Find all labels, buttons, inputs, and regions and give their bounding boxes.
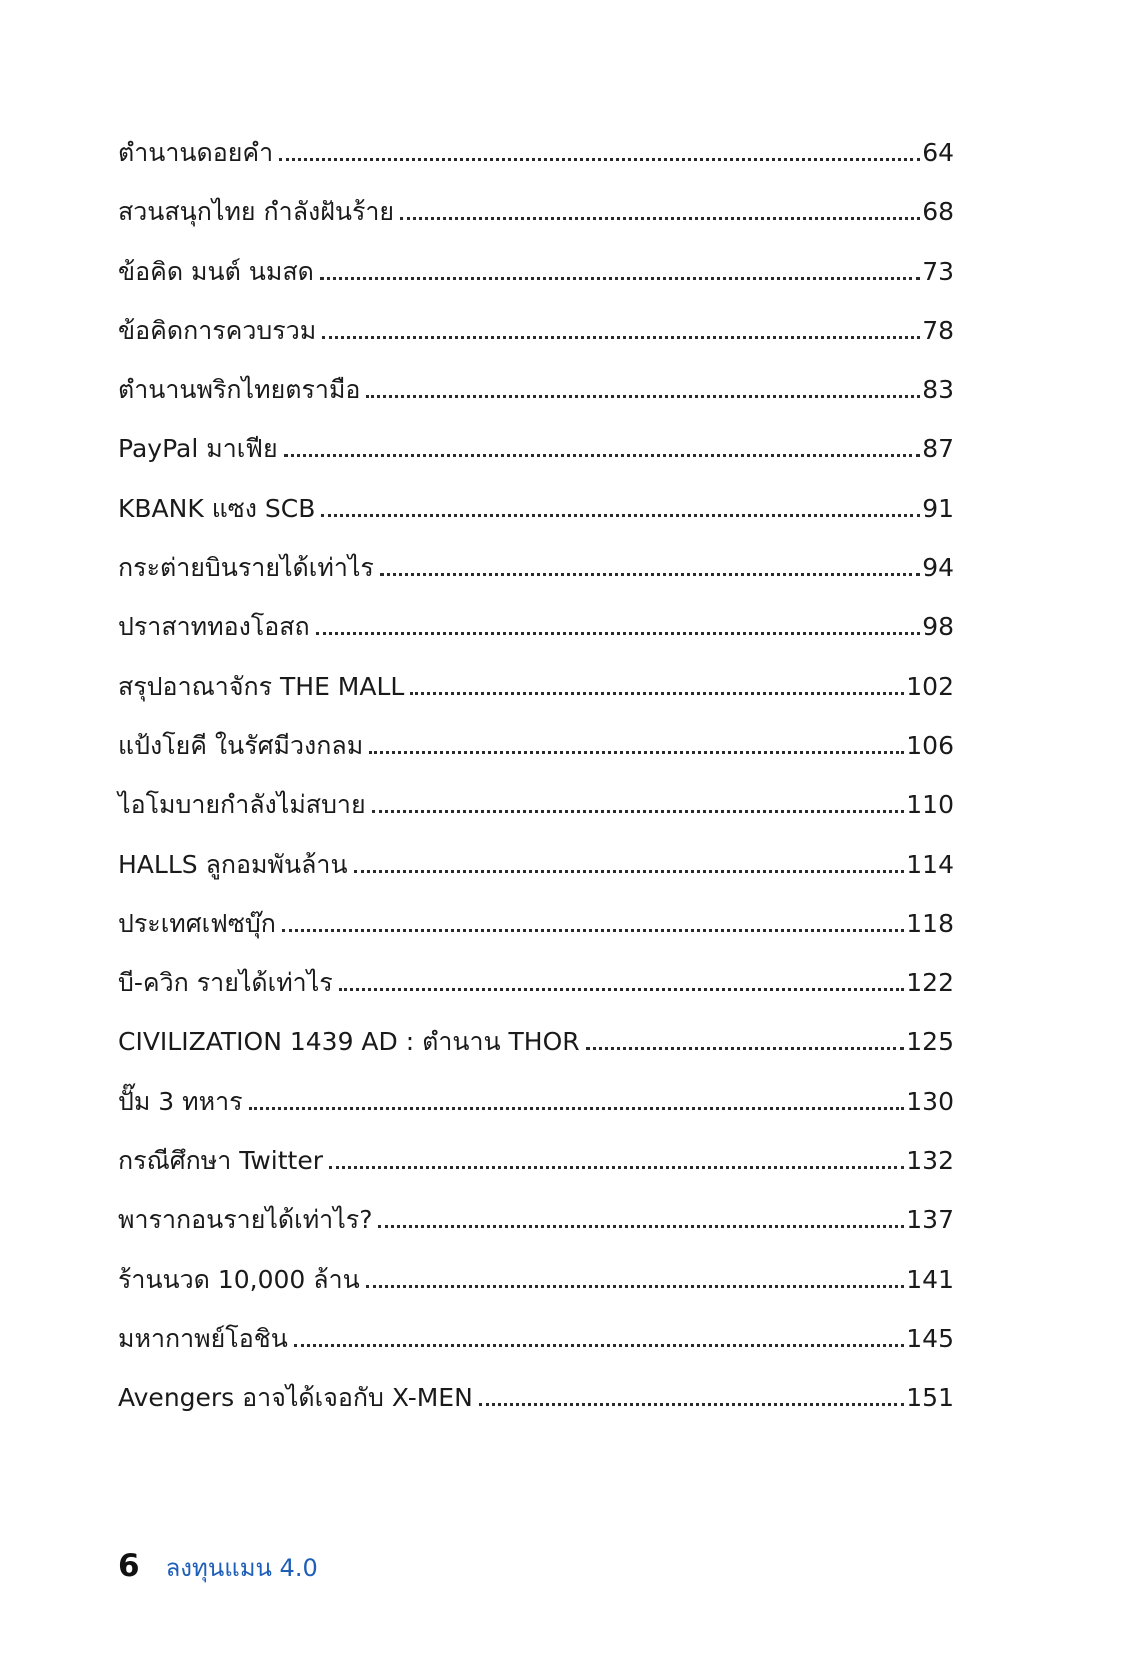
toc-entry-title: สรุปอาณาจักร THE MALL	[118, 671, 405, 701]
toc-entry-title: PayPal มาเฟีย	[118, 434, 278, 464]
dot-leader	[321, 514, 920, 517]
toc-entry-title: ร้านนวด 10,000 ล้าน	[118, 1264, 360, 1294]
toc-entry-title: ตำนานดอยคำ	[118, 138, 274, 167]
toc-entry[interactable]	[118, 1029, 954, 1088]
toc-entry-page-number: 137	[906, 1205, 954, 1235]
dot-leader	[378, 1225, 904, 1228]
toc-entry-title: สวนสนุกไทย กำลังฝันร้าย	[118, 197, 395, 227]
toc-entry[interactable]	[118, 1323, 954, 1385]
toc-entry[interactable]	[118, 1385, 954, 1444]
dot-leader	[294, 1344, 904, 1347]
toc-entry-title: บี-ควิก รายได้เท่าไร	[118, 968, 333, 998]
toc-entry-page-number: 64	[922, 138, 954, 167]
toc-entry[interactable]	[118, 970, 954, 1029]
toc-entry-page-number: 78	[922, 315, 954, 345]
toc-entry[interactable]	[118, 614, 954, 673]
toc-entry-title: พารากอนรายได้เท่าไร?	[118, 1205, 373, 1235]
table-of-contents	[118, 140, 954, 1445]
toc-entry[interactable]	[118, 493, 954, 555]
toc-entry-page-number: 73	[922, 256, 954, 286]
toc-entry-page-number: 151	[906, 1383, 954, 1413]
dot-leader	[316, 632, 921, 635]
toc-entry-title: ข้อคิดการควบรวม	[118, 315, 317, 345]
toc-entry-page-number: 132	[906, 1146, 954, 1176]
toc-entry-page-number: 83	[922, 375, 954, 405]
dot-leader	[479, 1403, 904, 1406]
dot-leader	[369, 751, 904, 754]
toc-entry-page-number: 110	[906, 790, 954, 820]
toc-entry[interactable]	[118, 140, 954, 199]
dot-leader	[279, 158, 920, 161]
toc-entry-page-number: 130	[906, 1086, 954, 1116]
toc-entry-title: ประเทศเฟซบุ๊ก	[118, 908, 276, 938]
dot-leader	[322, 336, 920, 339]
footer-book-title: ลงทุนแมน 4.0	[165, 1554, 318, 1582]
toc-entry[interactable]	[118, 908, 954, 970]
toc-entry-title: KBANK แซง SCB	[118, 493, 316, 523]
toc-entry-page-number: 87	[922, 434, 954, 464]
toc-entry-page-number: 91	[922, 493, 954, 523]
dot-leader	[410, 692, 904, 695]
toc-entry[interactable]	[118, 377, 954, 436]
toc-entry[interactable]	[118, 315, 954, 377]
dot-leader	[329, 1166, 904, 1169]
toc-entry-page-number: 102	[906, 671, 954, 701]
toc-entry-page-number: 118	[906, 908, 954, 938]
toc-entry[interactable]	[118, 1264, 954, 1326]
footer-page-number: 6	[118, 1548, 140, 1584]
toc-entry-title: มหากาพย์โอชิน	[118, 1323, 288, 1353]
toc-entry-title: CIVILIZATION 1439 AD : ตำนาน THOR	[118, 1027, 580, 1057]
toc-entry[interactable]	[118, 436, 954, 495]
dot-leader	[366, 395, 920, 398]
dot-leader	[320, 277, 920, 280]
toc-entry-page-number: 145	[906, 1323, 954, 1353]
toc-entry-title: กรณีศึกษา Twitter	[118, 1146, 324, 1176]
dot-leader	[354, 870, 905, 873]
toc-entry-title: กระต่ายบินรายได้เท่าไร	[118, 553, 374, 583]
page-footer	[118, 1548, 318, 1587]
toc-entry-title: Avengers อาจได้เจอกับ X-MEN	[118, 1383, 473, 1413]
dot-leader	[339, 988, 905, 991]
toc-entry[interactable]	[118, 1207, 954, 1266]
toc-entry-title: HALLS ลูกอมพันล้าน	[118, 849, 348, 879]
toc-entry[interactable]	[118, 730, 954, 792]
toc-entry-page-number: 114	[906, 849, 954, 879]
toc-entry[interactable]	[118, 555, 954, 614]
toc-entry[interactable]	[118, 1148, 954, 1207]
toc-entry[interactable]	[118, 1086, 954, 1148]
toc-entry-title: ไอโมบายกำลังไม่สบาย	[118, 790, 366, 820]
toc-entry-page-number: 141	[906, 1264, 954, 1294]
toc-entry[interactable]	[118, 792, 954, 851]
toc-entry-title: ตำนานพริกไทยตรามือ	[118, 375, 361, 405]
dot-leader	[380, 573, 920, 576]
toc-entry[interactable]	[118, 849, 954, 911]
dot-leader	[372, 810, 905, 813]
toc-entry-page-number: 98	[922, 612, 954, 642]
dot-leader	[586, 1047, 905, 1050]
toc-entry-title: แป้งโยคี ในรัศมีวงกลม	[118, 730, 364, 760]
dot-leader	[282, 929, 904, 932]
toc-entry[interactable]	[118, 199, 954, 258]
toc-entry-page-number: 94	[922, 553, 954, 583]
dot-leader	[284, 454, 921, 457]
toc-entry-page-number: 68	[922, 197, 954, 227]
dot-leader	[400, 217, 920, 220]
toc-entry-page-number: 125	[906, 1027, 954, 1057]
toc-entry-title: ข้อคิด มนต์ นมสด	[118, 256, 314, 286]
toc-entry[interactable]	[118, 671, 954, 733]
dot-leader	[249, 1107, 905, 1110]
toc-entry-title: ปั๊ม 3 ทหาร	[118, 1086, 243, 1116]
toc-entry-page-number: 122	[906, 968, 954, 998]
toc-entry-title: ปราสาททองโอสถ	[118, 612, 310, 642]
dot-leader	[366, 1285, 905, 1288]
toc-entry[interactable]	[118, 256, 954, 318]
toc-entry-page-number: 106	[906, 730, 954, 760]
